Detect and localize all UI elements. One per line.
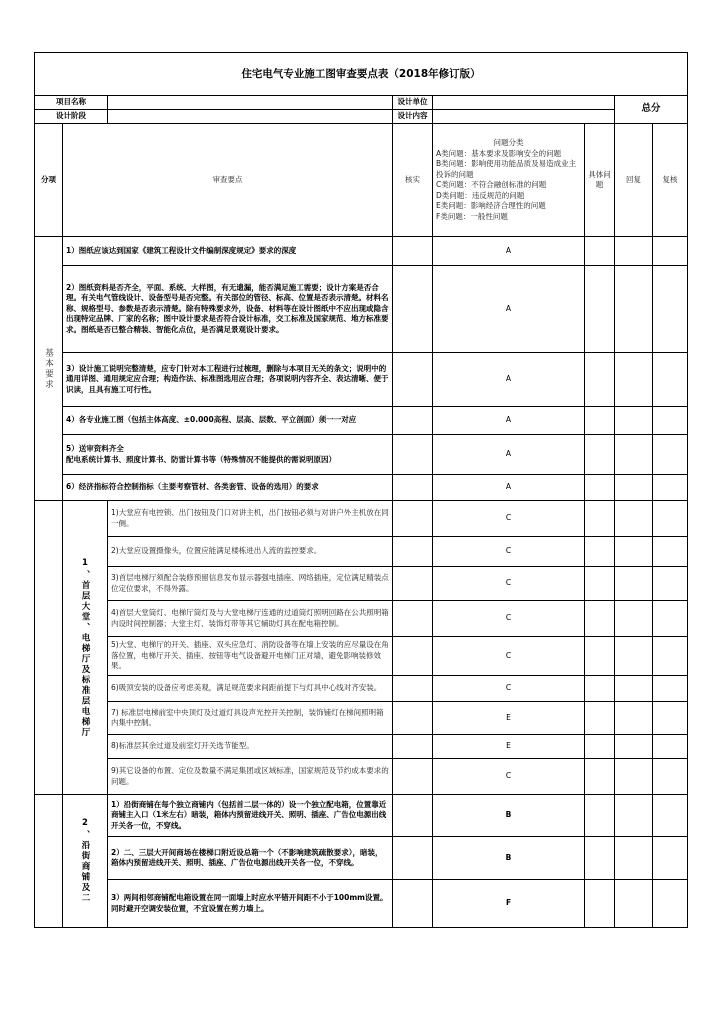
reply-cell[interactable]	[615, 501, 653, 537]
category-line: F类问题：一般性问题	[436, 211, 508, 221]
project-name-field[interactable]	[108, 96, 393, 110]
item-category: A	[433, 237, 585, 266]
category-line: B类问题：影响使用功能品质及易造成业主投诉的问题	[436, 159, 577, 179]
item-category: A	[433, 353, 585, 407]
recheck-cell[interactable]	[653, 537, 688, 567]
recheck-cell[interactable]	[653, 601, 688, 637]
section-label: 2、沿街商铺及二	[63, 795, 108, 928]
review-item: 1)大堂应有电控锁、出门按钮及门口对讲主机，出门按钮必须与对讲户外主机放在同一侧。	[108, 501, 393, 537]
review-item: 4）各专业施工图（包括主体高度、±0.000高程、层高、层数、平立剖面）须一一对应	[63, 407, 393, 435]
item-category: C	[433, 567, 585, 601]
specific-issue-cell[interactable]	[585, 501, 615, 537]
specific-issue-cell[interactable]	[585, 567, 615, 601]
review-item: 2）图纸资料是否齐全，平面、系统、大样图，有无遗漏，能否满足施工需要；设计方案是否合理。有关电气管线设计、设备型号是否完整。有关部位的管径、标高、位置是否表示清楚。材料名称、规格型号、参数是否表示清楚。除有特殊要求外，设备、材料等在设计图纸中不应出现或隐含出现特定品牌、厂家的名称；图中设计要求是否符合设计标准，交工标准及国家规范、地方标准要求。图纸是否已整合精装、智能化点位，是否满足景观设计要求。	[63, 266, 393, 353]
item-category: C	[433, 676, 585, 702]
review-item: 1）沿街商铺在每个独立商铺内（包括首二层一体的）设一个独立配电箱，位置靠近商铺主入口（1米左右）暗装，箱体内预留进线开关、照明、插座、广告位电源出线开关各一位，不穿线。	[108, 795, 393, 837]
recheck-cell[interactable]	[653, 759, 688, 795]
review-item: 6)吸顶安装的设备应考虑美观，满足规范要求间距前提下与灯具中心线对齐安装。	[108, 676, 393, 702]
review-item: 1）图纸应该达到国家《建筑工程设计文件编制深度规定》要求的深度	[63, 237, 393, 266]
specific-issue-cell[interactable]	[585, 475, 615, 501]
col-reply: 回复	[615, 124, 653, 237]
item-category: E	[433, 735, 585, 759]
page-title: 住宅电气专业施工图审查要点表（2018年修订版）	[35, 53, 688, 96]
review-item: 2）二、三层大开间商场在楼梯口附近设总箱一个（不影响建筑疏散要求），暗装，箱体内预留进线开关、照明、插座、广告位电源出线开关各一位，不穿线。	[108, 837, 393, 880]
recheck-cell[interactable]	[653, 735, 688, 759]
specific-issue-cell[interactable]	[585, 353, 615, 407]
item-category: B	[433, 837, 585, 880]
specific-issue-cell[interactable]	[585, 537, 615, 567]
category-title: 问题分类	[493, 138, 524, 147]
category-line: C类问题：不符合融创标准的问题	[436, 180, 547, 189]
review-item: 4)首层大堂筒灯、电梯厅筒灯及与大堂电梯厅连通的过道筒灯照明回路在公共照明箱内设时间控制器；大堂主灯、装饰灯带等其它辅助灯具在配电箱控制。	[108, 601, 393, 637]
review-item: 3）两间相邻商铺配电箱设置在同一面墙上时应水平错开间距不小于100mm设置。同时避开空调安装位置，不宜设置在剪力墙上。	[108, 880, 393, 928]
specific-issue-cell[interactable]	[585, 407, 615, 435]
recheck-cell[interactable]	[653, 637, 688, 676]
item-category: F	[433, 880, 585, 928]
item-category: C	[433, 759, 585, 795]
total-score-label: 总分	[615, 96, 688, 124]
recheck-cell[interactable]	[653, 407, 688, 435]
reply-cell[interactable]	[615, 759, 653, 795]
design-stage-field[interactable]	[108, 110, 393, 124]
page-bottom-margin	[0, 964, 724, 1024]
reply-cell[interactable]	[615, 702, 653, 735]
section-indent	[35, 501, 63, 795]
specific-issue-cell[interactable]	[585, 702, 615, 735]
specific-issue-cell[interactable]	[585, 637, 615, 676]
review-item: 8)标准层其余过道及前室灯开关选节能型。	[108, 735, 393, 759]
design-unit-label: 设计单位	[393, 96, 433, 110]
item-category: C	[433, 537, 585, 567]
reply-cell[interactable]	[615, 880, 653, 928]
recheck-cell[interactable]	[653, 567, 688, 601]
review-item: 5）送审资料齐全 配电系统计算书、照度计算书、防雷计算书等（特殊情况不能提供的需说明原因）	[63, 435, 393, 475]
recheck-cell[interactable]	[653, 501, 688, 537]
item-category: A	[433, 407, 585, 435]
review-item: 6）经济指标符合控制指标（主要考察管材、各类套管、设备的选用）的要求	[63, 475, 393, 501]
specific-issue-cell[interactable]	[585, 601, 615, 637]
reply-cell[interactable]	[615, 735, 653, 759]
design-content-field[interactable]	[433, 110, 615, 124]
reply-cell[interactable]	[615, 637, 653, 676]
section-label: 1、首层大堂、电梯厅及标准层电梯厅	[63, 501, 108, 795]
section-indent	[35, 795, 63, 928]
design-content-label: 设计内容	[393, 110, 433, 124]
reply-cell[interactable]	[615, 353, 653, 407]
recheck-cell[interactable]	[653, 353, 688, 407]
recheck-cell[interactable]	[653, 676, 688, 702]
category-line: D类问题：违反规范的问题	[436, 190, 525, 200]
recheck-cell[interactable]	[653, 435, 688, 475]
item-category: A	[433, 266, 585, 353]
col-section: 分项	[35, 124, 63, 237]
specific-issue-cell[interactable]	[585, 837, 615, 880]
col-review-points: 审查要点	[63, 124, 393, 237]
item-category: C	[433, 501, 585, 537]
specific-issue-cell[interactable]	[585, 435, 615, 475]
reply-cell[interactable]	[615, 237, 653, 266]
specific-issue-cell[interactable]	[585, 676, 615, 702]
col-recheck: 复核	[653, 124, 688, 237]
specific-issue-cell[interactable]	[585, 266, 615, 353]
col-verify: 核实	[393, 124, 433, 237]
reply-cell[interactable]	[615, 407, 653, 435]
project-name-label: 项目名称	[35, 96, 108, 110]
review-item: 7) 标准层电梯前室中央顶灯及过道灯具设声光控开关控制，装饰铺灯在梯间照明箱内集中控制。	[108, 702, 393, 735]
recheck-cell[interactable]	[653, 702, 688, 735]
item-category: C	[433, 637, 585, 676]
section-label: 基本要求	[35, 237, 63, 501]
category-line: A类问题：基本要求及影响安全的问题	[436, 148, 562, 158]
recheck-cell[interactable]	[653, 475, 688, 501]
item-category: A	[433, 475, 585, 501]
recheck-cell[interactable]	[653, 837, 688, 880]
reply-cell[interactable]	[615, 266, 653, 353]
review-item: 3)首层电梯厅须配合装修预留信息发布显示器强电插座、网络插座，定位满足精装点位定位要求，不得外露。	[108, 567, 393, 601]
specific-issue-cell[interactable]	[585, 795, 615, 837]
review-item: 5)大堂、电梯厅的开关、插座、双头应急灯、消防设备等在墙上安装的应尽量设在角落位置，电梯厅开关、插座、按钮等电气设备避开电梯门正对墙，避免影响装修效果。	[108, 637, 393, 676]
item-category: E	[433, 702, 585, 735]
specific-issue-cell[interactable]	[585, 735, 615, 759]
specific-issue-cell[interactable]	[585, 237, 615, 266]
reply-cell[interactable]	[615, 676, 653, 702]
recheck-cell[interactable]	[653, 237, 688, 266]
specific-issue-cell[interactable]	[585, 880, 615, 928]
recheck-cell[interactable]	[653, 880, 688, 928]
item-category: A	[433, 435, 585, 475]
review-table	[34, 52, 688, 928]
category-line: E类问题：影响经济合理性的问题	[436, 201, 546, 210]
reply-cell[interactable]	[615, 475, 653, 501]
col-specific-issue: 具体问题	[585, 124, 615, 237]
specific-issue-cell[interactable]	[585, 759, 615, 795]
review-item: 2)大堂应设置摄像头，位置应能满足楼栋进出人流的监控要求。	[108, 537, 393, 567]
design-stage-label: 设计阶段	[35, 110, 108, 124]
recheck-cell[interactable]	[653, 795, 688, 837]
reply-cell[interactable]	[615, 567, 653, 601]
review-item: 3）设计施工说明完整清楚，应专门针对本工程进行过梳理，删除与本项目无关的条文；说明中的通用详图、通用规定应合理；构造作法、标准图选用应合理；各项说明内容齐全、表达清晰、便于识读，且具有施工可行性。	[63, 353, 393, 407]
reply-cell[interactable]	[615, 837, 653, 880]
reply-cell[interactable]	[615, 435, 653, 475]
review-item: 9)其它设备的布置、定位及数量不满足集团或区域标准，国家规范及节约成本要求的问题。	[108, 759, 393, 795]
item-category: B	[433, 795, 585, 837]
design-unit-field[interactable]	[433, 96, 615, 110]
review-sheet	[34, 52, 687, 928]
reply-cell[interactable]	[615, 601, 653, 637]
reply-cell[interactable]	[615, 795, 653, 837]
col-category-legend	[433, 124, 585, 237]
item-category: C	[433, 601, 585, 637]
reply-cell[interactable]	[615, 537, 653, 567]
recheck-cell[interactable]	[653, 266, 688, 353]
